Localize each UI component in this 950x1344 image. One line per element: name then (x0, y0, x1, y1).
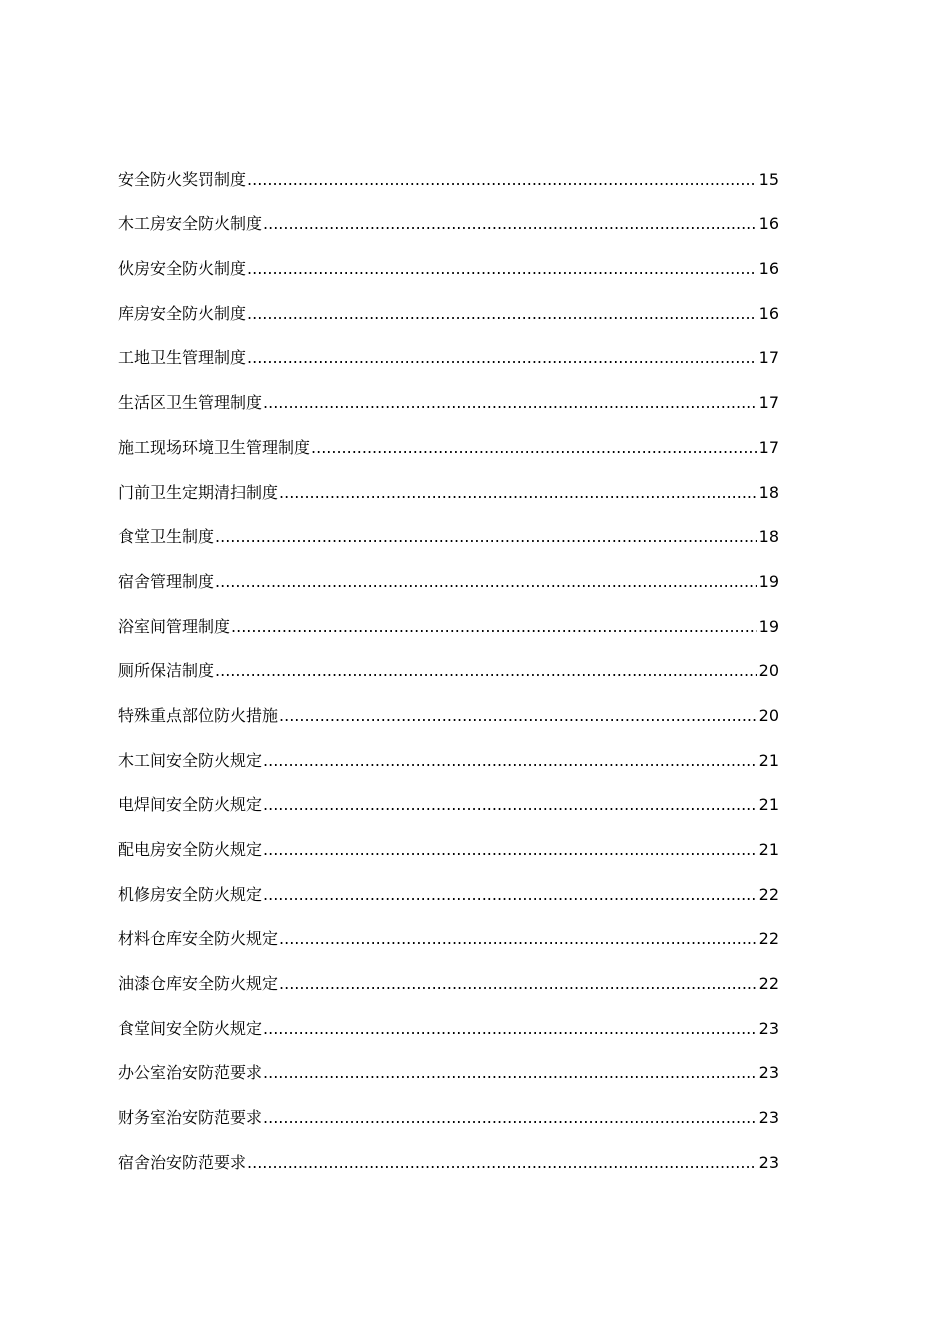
toc-leader-dots (263, 388, 757, 418)
toc-leader-dots (247, 343, 757, 373)
toc-leader-dots (263, 835, 757, 865)
toc-entry-title: 食堂间安全防火规定 (118, 1018, 263, 1038)
toc-entry-title: 办公室治安防范要求 (118, 1063, 263, 1083)
toc-entry-page: 18 (758, 482, 779, 502)
toc-leader-dots (215, 656, 757, 686)
toc-entry[interactable] (118, 284, 779, 329)
toc-entry-page: 17 (758, 393, 779, 413)
toc-entry[interactable] (118, 195, 779, 240)
toc-entry-title: 木工房安全防火制度 (118, 214, 263, 234)
toc-entry[interactable] (118, 150, 779, 195)
toc-entry-page: 23 (758, 1018, 779, 1038)
toc-entry[interactable] (118, 597, 779, 642)
toc-entry-page: 21 (758, 840, 779, 859)
toc-entry-page: 23 (758, 1108, 779, 1128)
toc-entry-title: 厕所保洁制度 (118, 661, 215, 681)
toc-entry-title: 生活区卫生管理制度 (118, 393, 263, 413)
toc-leader-dots (263, 790, 757, 820)
toc-entry-page: 18 (758, 527, 779, 547)
toc-leader-dots (279, 701, 757, 731)
toc-entry-title: 安全防火奖罚制度 (118, 169, 247, 189)
toc-leader-dots (279, 969, 757, 999)
toc-leader-dots (311, 433, 757, 463)
toc-entry-page: 22 (758, 884, 779, 904)
toc-leader-dots (263, 1014, 757, 1044)
toc-entry-page: 19 (758, 616, 779, 636)
toc-entry-title: 木工间安全防火规定 (118, 750, 263, 770)
toc-entry-page: 22 (758, 974, 779, 994)
toc-entry-title: 浴室间管理制度 (118, 616, 231, 636)
toc-entry[interactable] (118, 776, 779, 821)
toc-entry-page: 17 (758, 348, 779, 368)
toc-leader-dots (263, 880, 757, 910)
toc-entry[interactable] (118, 1088, 779, 1133)
toc-entry-title: 宿舍治安防范要求 (118, 1152, 247, 1172)
toc-entry-page: 16 (758, 214, 779, 234)
toc-entry-title: 电焊间安全防火规定 (118, 795, 263, 815)
toc-leader-dots (263, 209, 757, 239)
toc-entry-title: 伙房安全防火制度 (118, 259, 247, 279)
toc-entry[interactable] (118, 418, 779, 463)
toc-leader-dots (279, 924, 757, 954)
toc-entry-title: 油漆仓库安全防火规定 (118, 974, 279, 994)
toc-entry-page: 20 (758, 705, 779, 725)
toc-entry-title: 机修房安全防火规定 (118, 884, 263, 904)
toc-entry-page: 23 (758, 1152, 779, 1172)
toc-entry-title: 材料仓库安全防火规定 (118, 929, 279, 949)
toc-leader-dots (247, 254, 757, 284)
toc-leader-dots (263, 1103, 757, 1133)
toc-entry-title: 库房安全防火制度 (118, 303, 247, 323)
toc-entry[interactable] (118, 239, 779, 284)
toc-entry[interactable] (118, 642, 779, 687)
toc-entry[interactable] (118, 686, 779, 731)
toc-leader-dots (263, 746, 757, 776)
toc-entry[interactable] (118, 463, 779, 508)
toc-entry-page: 20 (758, 661, 779, 681)
toc-leader-dots (263, 1058, 757, 1088)
toc-entry-title: 配电房安全防火规定 (118, 840, 263, 859)
toc-entry-title: 食堂卫生制度 (118, 527, 215, 547)
toc-entry-title: 特殊重点部位防火措施 (118, 705, 279, 725)
toc-entry[interactable] (118, 820, 779, 865)
toc-entry[interactable] (118, 329, 779, 374)
toc-entry-page: 19 (758, 571, 779, 591)
toc-entry[interactable] (118, 1133, 779, 1178)
toc-entry-page: 22 (758, 929, 779, 949)
toc-entry-page: 21 (758, 795, 779, 815)
toc-entry[interactable] (118, 1044, 779, 1089)
toc-entry-title: 施工现场环境卫生管理制度 (118, 437, 311, 457)
toc-entry-page: 21 (758, 750, 779, 770)
toc-leader-dots (215, 567, 757, 597)
table-of-contents (118, 150, 779, 1178)
toc-entry[interactable] (118, 999, 779, 1044)
toc-entry-page: 16 (758, 303, 779, 323)
toc-entry[interactable] (118, 910, 779, 955)
toc-entry[interactable] (118, 552, 779, 597)
toc-entry-title: 宿舍管理制度 (118, 571, 215, 591)
toc-entry-title: 门前卫生定期清扫制度 (118, 482, 279, 502)
toc-leader-dots (247, 1148, 757, 1178)
toc-leader-dots (247, 165, 757, 195)
toc-entry-page: 15 (758, 169, 779, 189)
toc-entry-page: 17 (758, 437, 779, 457)
toc-entry[interactable] (118, 731, 779, 776)
toc-leader-dots (231, 612, 757, 642)
toc-entry[interactable] (118, 373, 779, 418)
toc-entry-page: 23 (758, 1063, 779, 1083)
toc-leader-dots (279, 478, 757, 508)
toc-entry-title: 财务室治安防范要求 (118, 1108, 263, 1128)
toc-entry-title: 工地卫生管理制度 (118, 348, 247, 368)
toc-entry[interactable] (118, 865, 779, 910)
toc-entry[interactable] (118, 508, 779, 553)
toc-entry-page: 16 (758, 259, 779, 279)
toc-leader-dots (215, 522, 757, 552)
toc-entry[interactable] (118, 954, 779, 999)
toc-leader-dots (247, 299, 757, 329)
